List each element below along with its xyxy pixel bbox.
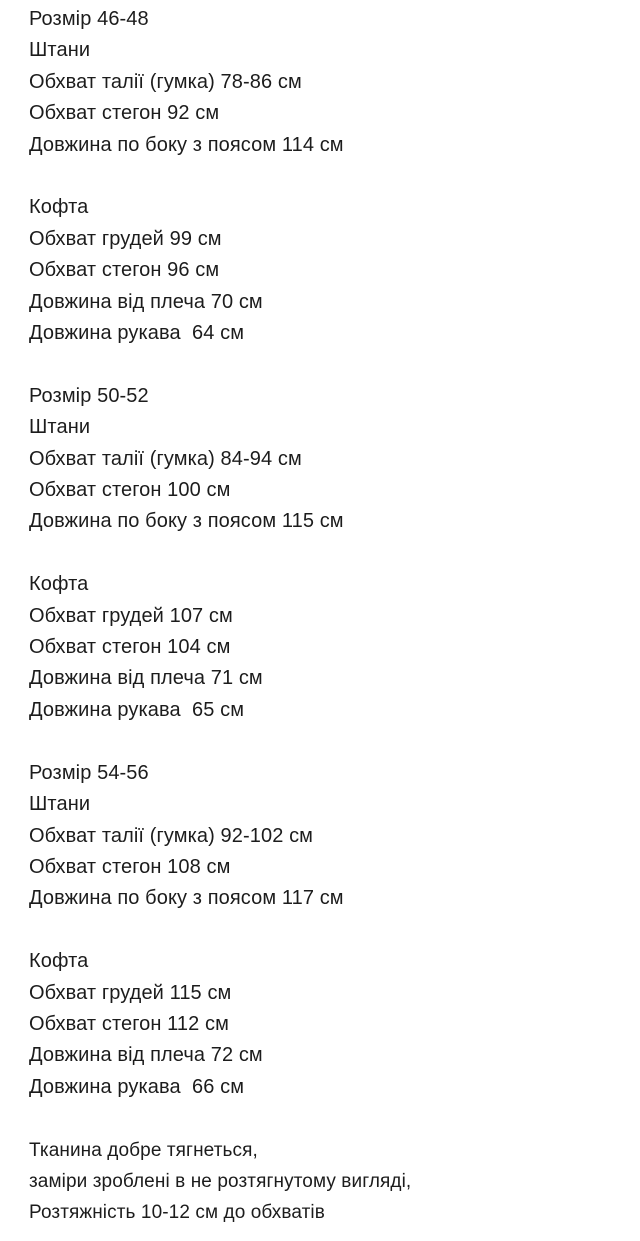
measurement-line: Обхват талії (гумка) 84-94 см: [29, 447, 302, 470]
measurement-line: Обхват грудей 107 см: [29, 604, 233, 627]
fabric-note: [29, 1135, 640, 1229]
measurement-line: Довжина рукава 65 см: [29, 698, 245, 721]
top-section-50-52: [29, 569, 640, 726]
pants-heading: Штани: [29, 416, 91, 439]
size-heading: Розмір 54-56: [29, 761, 149, 784]
top-heading: Кофта: [29, 573, 89, 596]
measurement-line: Обхват стегон 108 см: [29, 855, 231, 878]
measurement-line: Обхват стегон 104 см: [29, 636, 231, 659]
measurement-line: Довжина від плеча 71 см: [29, 667, 263, 690]
measurement-line: Довжина від плеча 72 см: [29, 1044, 263, 1067]
measurement-line: Довжина по боку з поясом 115 см: [29, 510, 344, 533]
measurement-line: Обхват грудей 99 см: [29, 227, 222, 250]
size-section-50-52: [29, 381, 640, 538]
note-line: Розтяжність 10-12 см до обхватів: [29, 1202, 325, 1224]
size-section-54-56: [29, 758, 640, 915]
measurement-line: Обхват грудей 115 см: [29, 981, 232, 1004]
size-heading: Розмір 50-52: [29, 384, 149, 407]
top-heading: Кофта: [29, 950, 89, 973]
measurement-line: Довжина від плеча 70 см: [29, 290, 263, 313]
top-heading: Кофта: [29, 196, 89, 219]
size-section-46-48: [29, 4, 640, 161]
top-section-54-56: [29, 946, 640, 1103]
pants-heading: Штани: [29, 793, 91, 816]
measurement-line: Обхват стегон 96 см: [29, 259, 220, 282]
measurement-line: Обхват стегон 100 см: [29, 479, 231, 502]
measurement-line: Довжина рукава 64 см: [29, 322, 245, 345]
measurement-line: Обхват талії (гумка) 92-102 см: [29, 824, 314, 847]
size-heading: Розмір 46-48: [29, 8, 149, 30]
measurement-line: Обхват талії (гумка) 78-86 см: [29, 70, 302, 93]
measurement-line: Обхват стегон 112 см: [29, 1012, 229, 1035]
size-chart-document: [29, 4, 640, 1229]
measurement-line: Довжина по боку з поясом 114 см: [29, 133, 344, 156]
pants-heading: Штани: [29, 39, 91, 62]
note-line: заміри зроблені в не розтягнутому вигляді,: [29, 1170, 412, 1192]
measurement-line: Довжина по боку з поясом 117 см: [29, 887, 344, 910]
note-line: Тканина добре тягнеться,: [29, 1139, 258, 1161]
measurement-line: Довжина рукава 66 см: [29, 1075, 245, 1098]
measurement-line: Обхват стегон 92 см: [29, 102, 220, 125]
top-section-46-48: [29, 192, 640, 349]
